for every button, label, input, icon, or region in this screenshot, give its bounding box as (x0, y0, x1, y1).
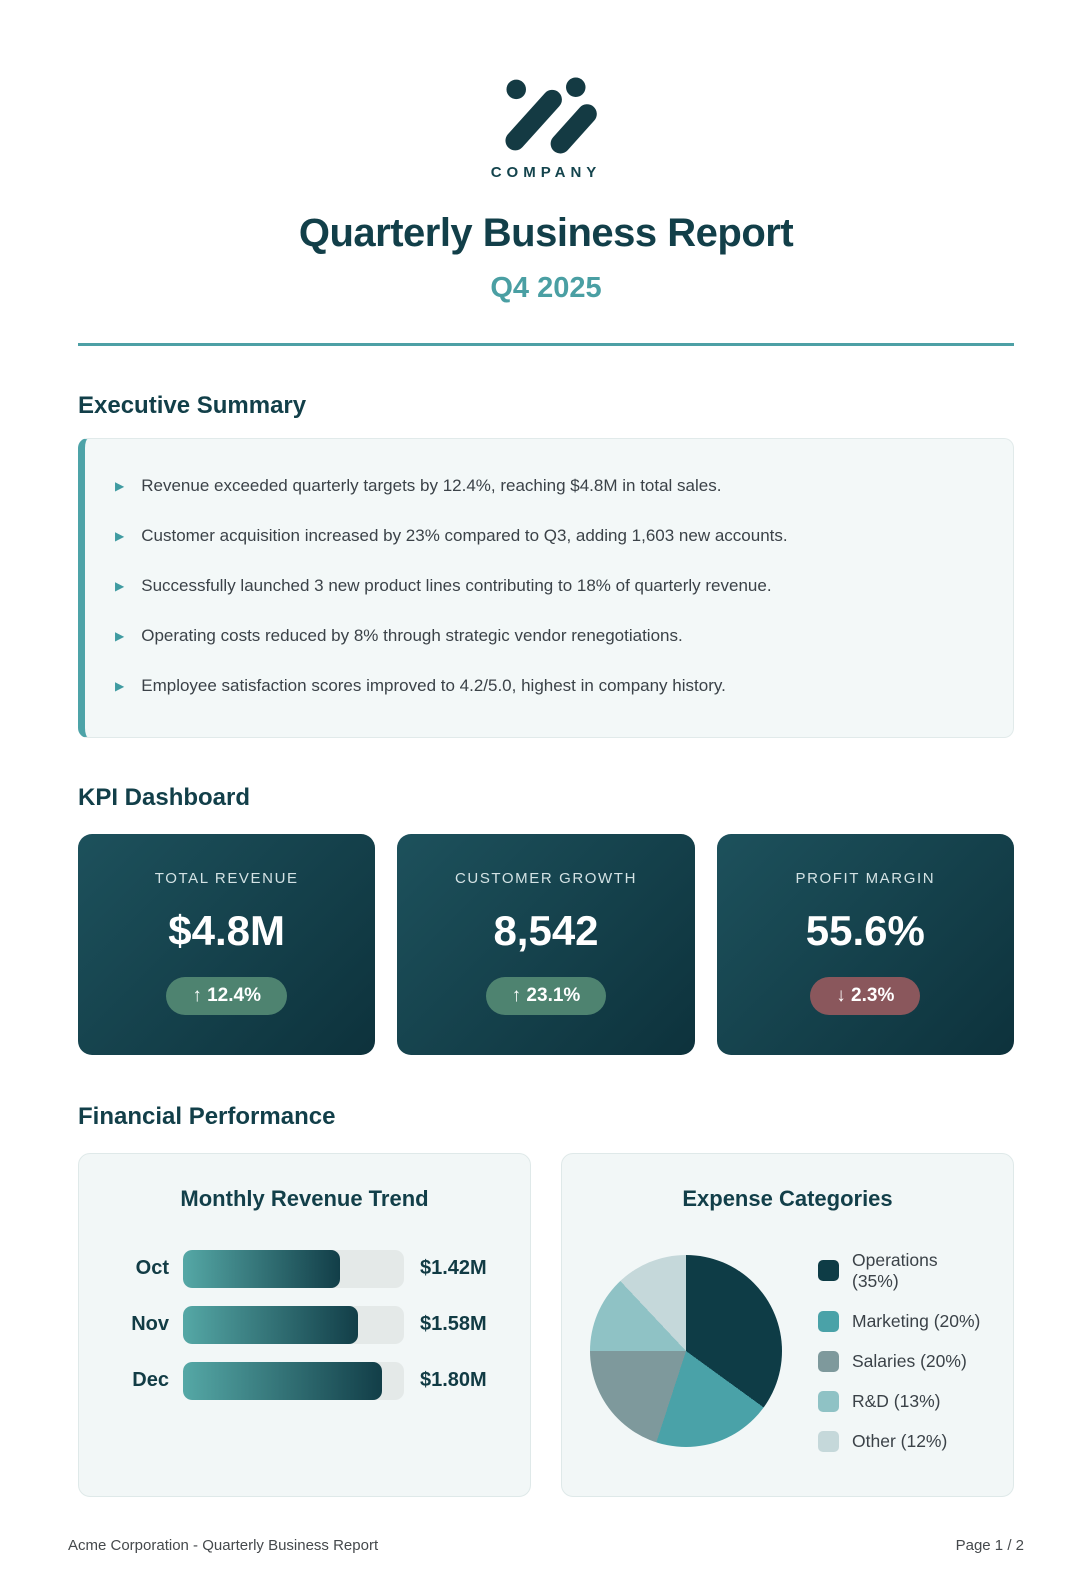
kpi-grid (78, 834, 1014, 1055)
expense-pie (590, 1255, 782, 1447)
summary-text: Customer acquisition increased by 23% compared to Q3, adding 1,603 new accounts. (141, 525, 788, 545)
legend-label: R&D (13%) (852, 1390, 941, 1411)
report-footer (0, 1497, 1092, 1588)
legend-label: Salaries (20%) (852, 1350, 967, 1371)
kpi-card-customer-growth (397, 834, 694, 1055)
bullet-arrow-icon: ▶ (115, 628, 125, 643)
bar-row-oct (107, 1250, 502, 1288)
executive-summary-box (78, 438, 1014, 738)
legend-label: Marketing (20%) (852, 1310, 981, 1331)
bar-row-nov (107, 1306, 502, 1344)
bar-label: Oct (135, 1257, 169, 1280)
page-title: Quarterly Business Report (298, 211, 794, 255)
summary-text: Operating costs reduced by 8% through strategic vendor renegotiations. (141, 625, 683, 645)
kpi-delta-badge: ↓ 2.3% (810, 977, 920, 1015)
bar-label: Nov (131, 1313, 169, 1336)
legend-swatch (818, 1311, 839, 1332)
bullet-arrow-icon: ▶ (115, 528, 125, 543)
charts-grid (78, 1153, 1014, 1497)
report-header (78, 0, 1014, 346)
bar-row-dec (107, 1362, 502, 1400)
expense-categories-chart-card (561, 1153, 1014, 1497)
summary-text: Revenue exceeded quarterly targets by 12.4%, reaching $4.8M in total sales. (141, 476, 722, 495)
bullet-arrow-icon: ▶ (115, 479, 125, 493)
legend-swatch (818, 1351, 839, 1372)
summary-text: Successfully launched 3 new product lines contributing to 18% of quarterly revenue. (141, 575, 772, 595)
title-divider (78, 343, 1014, 346)
legend-item (818, 1391, 985, 1412)
kpi-dashboard-heading: KPI Dashboard (78, 783, 251, 811)
bullet-arrow-icon: ▶ (115, 578, 125, 593)
brand-name: COMPANY (490, 164, 602, 181)
company-logo-icon (490, 76, 602, 154)
pie-legend (818, 1250, 985, 1452)
executive-summary-heading: Executive Summary (78, 392, 307, 419)
bar-track (183, 1250, 404, 1288)
bar-value: $1.58M (420, 1313, 487, 1336)
legend-swatch (818, 1391, 839, 1412)
legend-item (818, 1351, 985, 1372)
list-item (115, 525, 975, 548)
report-subtitle: Q4 2025 (490, 272, 602, 304)
summary-text: Employee satisfaction scores improved to 4.2/5.0, highest in company history. (141, 675, 726, 695)
bar-label: Dec (132, 1369, 169, 1392)
legend-item (818, 1311, 985, 1332)
legend-item (818, 1250, 985, 1292)
kpi-value: 55.6% (805, 906, 925, 954)
bar-fill (183, 1306, 358, 1344)
bar-value: $1.80M (420, 1369, 487, 1392)
kpi-card-total-revenue (78, 834, 375, 1055)
kpi-delta-badge: ↑ 23.1% (486, 977, 607, 1015)
bar-track (183, 1306, 404, 1344)
legend-swatch (818, 1431, 839, 1452)
legend-item (818, 1431, 985, 1452)
financial-performance-heading: Financial Performance (78, 1102, 336, 1130)
legend-label: Other (12%) (852, 1430, 948, 1451)
bar-fill (183, 1362, 382, 1400)
bullet-arrow-icon: ▶ (115, 678, 125, 693)
footer-page-number: Page 1 / 2 (955, 1536, 1024, 1554)
kpi-card-profit-margin (717, 834, 1014, 1055)
pie-chart-title: Expense Categories (682, 1185, 893, 1211)
legend-swatch (818, 1260, 839, 1281)
bar-fill (183, 1250, 340, 1288)
kpi-label: PROFIT MARGIN (795, 869, 936, 887)
bar-track (183, 1362, 404, 1400)
kpi-delta-badge: ↑ 12.4% (166, 977, 287, 1015)
kpi-label: TOTAL REVENUE (154, 869, 299, 887)
list-item (115, 675, 975, 698)
list-item (115, 475, 975, 498)
pie-chart-area (590, 1250, 985, 1452)
footer-left-text: Acme Corporation - Quarterly Business Report (68, 1536, 379, 1554)
bar-value: $1.42M (420, 1257, 487, 1280)
list-item (115, 575, 975, 598)
kpi-value: $4.8M (168, 906, 286, 954)
bar-chart-title: Monthly Revenue Trend (180, 1185, 429, 1211)
kpi-value: 8,542 (493, 906, 599, 954)
list-item (115, 625, 975, 648)
legend-label: Operations (35%) (852, 1249, 938, 1291)
monthly-revenue-chart-card (78, 1153, 531, 1497)
kpi-label: CUSTOMER GROWTH (454, 869, 638, 887)
